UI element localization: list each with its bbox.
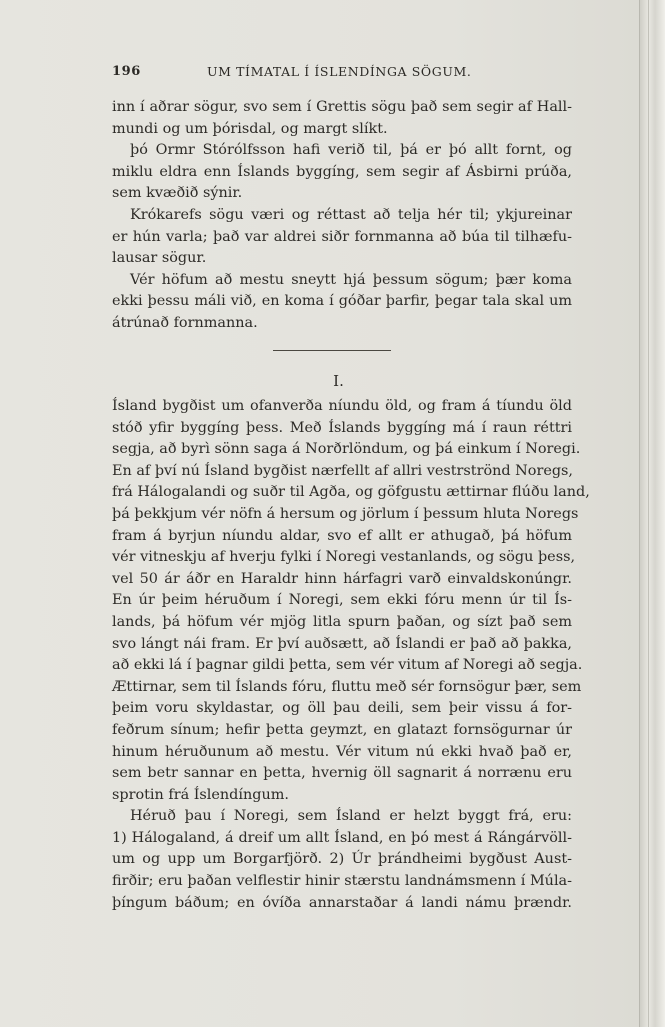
text-line: segja, að byrì sönn saga á Norðrlöndum, og þá einkum í Noregi.	[112, 441, 581, 458]
text-line: En af því nú Ísland bygðist nærfellt af allri vestrströnd Noregs,	[112, 462, 574, 479]
text-line: frá Hálogalandi og suðr til Agða, og göfgustu ættirnar flúðu land,	[112, 484, 590, 501]
text-line: lausar sögur.	[112, 250, 207, 267]
text-line: mundi og um þórisdal, og margt slíkt.	[112, 120, 388, 137]
text-line: hinum héruðunum að mestu. Vér vitum nú ekki hvað það er,	[112, 743, 572, 760]
text-line: Ættirnar, sem til Íslands fóru, fluttu með sér fornsögur þær, sem	[112, 678, 582, 695]
text-line: 1) Hálogaland, á dreif um allt Ísland, en þó mest á Rángárvöll-	[112, 829, 572, 846]
text-line: Vér höfum að mestu sneytt hjá þessum sögum; þær koma	[130, 271, 572, 288]
text-line: þeim voru skyldastar, og öll þau deili, sem þeir vissu á for-	[112, 700, 572, 717]
text-line: Krókarefs sögu væri og réttast að telja hér til; ykjureinar	[130, 206, 572, 223]
text-line: átrúnað fornmanna.	[112, 314, 258, 331]
intro-paragraphs	[112, 97, 572, 335]
text-line: sem betr sannar en þetta, hvernig öll sagnarit á norrænu eru	[112, 765, 572, 782]
text-line: sem kvæðið sýnir.	[112, 185, 243, 202]
text-line: vel 50 ár áðr en Haraldr hinn hárfagri varð einvaldskonúngr.	[112, 570, 572, 587]
text-line: feðrum sínum; hefir þetta geymzt, en glatazt fornsögurnar úr	[112, 721, 572, 738]
text-line: lands, þá höfum vér mjög litla spurn þaðan, og sízt það sem	[112, 613, 572, 630]
text-line: þíngum báðum; en óvíða annarstaðar á landi námu þrændr.	[112, 894, 572, 911]
page-edge-line	[648, 0, 649, 1027]
text-line: fram á byrjun níundu aldar, svo ef allt er athugað, þá höfum	[112, 527, 572, 544]
text-line: vér vitneskju af hverju fylki í Noregi vestanlands, og sögu þess,	[112, 549, 576, 566]
text-line: stóð yfir byggíng þess. Með Íslands byggíng má í raun réttri	[112, 419, 572, 436]
page-edge	[639, 0, 665, 1027]
page-number: 196	[112, 64, 141, 79]
text-line: inn í aðrar sögur, svo sem í Grettis sögu það sem segir af Hall-	[112, 99, 572, 115]
text-line: ekki þessu máli við, en koma í góðar þarfir, þegar tala skal um	[112, 293, 572, 310]
text-line: þó Ormr Stórólfsson hafi verið til, þá er þó allt fornt, og	[130, 142, 572, 159]
text-line: Héruð þau í Noregi, sem Ísland er helzt byggt frá, eru:	[130, 808, 572, 825]
text-line: En úr þeim héruðum í Noregi, sem ekki fóru menn úr til Ís-	[112, 592, 572, 609]
running-title: UM TÍMATAL Í ÍSLENDÍNGA SÖGUM.	[207, 64, 472, 79]
section-heading: I.	[333, 372, 344, 390]
text-line: um og upp um Borgarfjörð. 2) Úr þrándheimi bygðust Aust-	[112, 851, 572, 868]
page-header	[112, 64, 572, 84]
text-line: er hún varla; það var aldrei siðr fornmanna að búa til tilhæfu-	[112, 228, 572, 245]
text-line: að ekki lá í þagnar gildi þetta, sem vér vitum af Noregi að segja.	[112, 657, 583, 674]
section-divider	[273, 350, 391, 351]
text-line: svo lángt nái fram. Er því auðsætt, að Íslandi er það að þakka,	[112, 635, 572, 652]
text-line: miklu eldra enn Íslands byggíng, sem segir af Ásbirni prúða,	[112, 163, 572, 180]
section-paragraphs	[112, 396, 590, 914]
text-line: firðir; eru þaðan velflestir hinir stærstu landnámsmenn í Múla-	[112, 873, 572, 890]
text-line: sprotin frá Íslendíngum.	[112, 786, 289, 803]
text-line: Ísland bygðist um ofanverða níundu öld, og fram á tíundu öld	[112, 398, 572, 414]
text-line: þá þekkjum vér nöfn á hersum og jörlum í þessum hluta Noregs	[112, 505, 579, 522]
